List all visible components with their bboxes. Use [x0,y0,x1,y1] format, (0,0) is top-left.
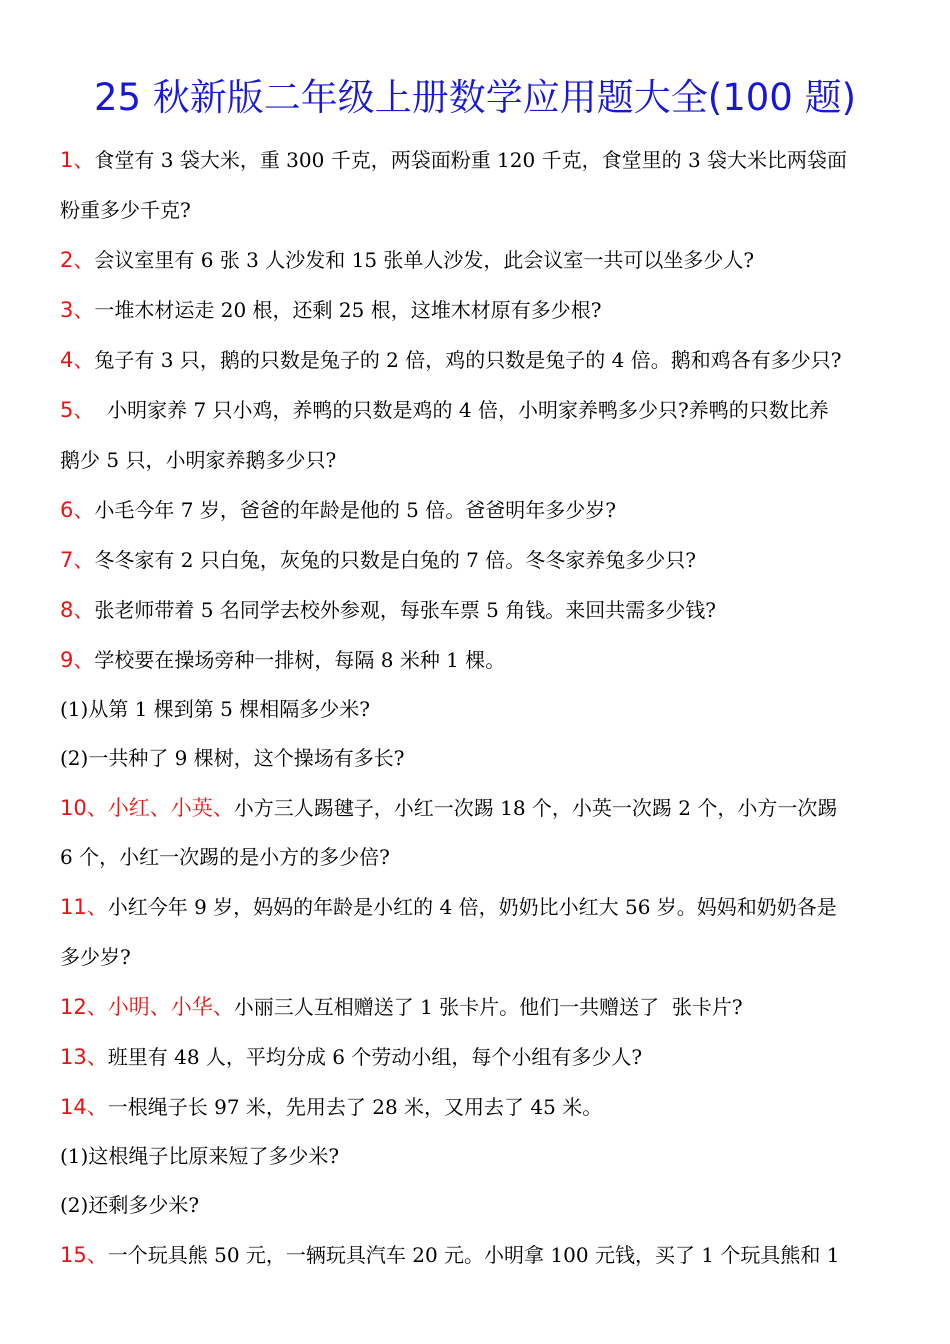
problem-text: 小红今年 9 岁，妈妈的年龄是小红的 4 倍，奶奶比小红大 56 岁。妈妈和奶奶各是 [107,895,837,919]
problem-subquestion: (1)这根绳子比原来短了多少米? [60,1144,340,1168]
problem-13-line-1 [60,1043,910,1071]
problem-text: 多少岁? [60,945,131,969]
problem-subquestion: (2)还剩多少米? [60,1193,200,1217]
problem-subquestion: (2)一共种了 9 棵树，这个操场有多长? [60,746,405,770]
problem-1-line-1 [60,146,910,174]
problem-9-line-1 [60,646,910,674]
problem-14-sub-2 [60,1191,910,1219]
problem-number: 8、 [60,598,95,622]
problem-text: 小丽三人互相赠送了 1 张卡片。他们一共赠送了 张卡片? [233,995,743,1019]
problem-number: 12、 [60,995,108,1019]
problem-number: 15、 [60,1243,108,1267]
problem-text: 学校要在操场旁种一排树，每隔 8 米种 1 棵。 [94,648,506,672]
problem-red-names: 小红、小英、 [107,796,234,820]
problem-text: 小明家养 7 只小鸡，养鸭的只数是鸡的 4 倍，小明家养鸭多少只?养鸭的只数比养 [94,398,829,422]
problem-number: 4、 [60,348,95,372]
problem-number: 14、 [60,1095,108,1119]
problem-text: 兔子有 3 只，鹅的只数是兔子的 2 倍，鸡的只数是兔子的 4 倍。鹅和鸡各有多少只? [94,348,842,372]
problem-9-sub-1 [60,695,910,723]
problem-number: 1、 [60,148,95,172]
problem-text: 一个玩具熊 50 元，一辆玩具汽车 20 元。小明拿 100 元钱，买了 1 个玩具熊和 1 [107,1243,840,1267]
problem-text: 张老师带着 5 名同学去校外参观，每张车票 5 角钱。来回共需多少钱? [94,598,716,622]
problem-text: 小毛今年 7 岁，爸爸的年龄是他的 5 倍。爸爸明年多少岁? [94,498,616,522]
problem-12-line-1 [60,993,910,1021]
problem-8-line-1 [60,596,910,624]
problem-number: 11、 [60,895,108,919]
problem-text: 粉重多少千克? [60,198,191,222]
problem-number: 7、 [60,548,95,572]
problem-7-line-1 [60,546,910,574]
problem-text: 鹅少 5 只，小明家养鹅多少只? [60,448,337,472]
problem-15-line-1 [60,1241,910,1269]
problem-subquestion: (1)从第 1 棵到第 5 棵相隔多少米? [60,697,370,721]
problem-11-line-2 [60,943,910,971]
problem-11-line-1 [60,893,910,921]
problem-text: 会议室里有 6 张 3 人沙发和 15 张单人沙发，此会议室一共可以坐多少人? [94,248,755,272]
problem-1-line-2 [60,196,910,224]
problem-text: 食堂有 3 袋大米，重 300 千克，两袋面粉重 120 千克，食堂里的 3 袋大米比两袋面 [94,148,848,172]
problem-number: 2、 [60,248,95,272]
problem-4-line-1 [60,346,910,374]
problem-text: 冬冬家有 2 只白兔，灰兔的只数是白兔的 7 倍。冬冬家养兔多少只? [94,548,696,572]
problem-number: 13、 [60,1045,108,1069]
problem-14-sub-1 [60,1142,910,1170]
problem-2-line-1 [60,246,910,274]
problem-number: 3、 [60,298,95,322]
problem-red-names: 小明、小华、 [107,995,234,1019]
problem-number: 6、 [60,498,95,522]
problem-9-sub-2 [60,744,910,772]
problem-number: 10、 [60,796,108,820]
problem-text: 6 个，小红一次踢的是小方的多少倍? [60,845,390,869]
problem-number: 9、 [60,648,95,672]
problem-5-line-1 [60,396,910,424]
problem-14-line-1 [60,1093,910,1121]
problem-6-line-1 [60,496,910,524]
problem-5-line-2 [60,446,910,474]
problem-text: 小方三人踢毽子，小红一次踢 18 个，小英一次踢 2 个，小方一次踢 [233,796,838,820]
problem-text: 一堆木材运走 20 根，还剩 25 根，这堆木材原有多少根? [94,298,602,322]
problem-text: 一根绳子长 97 米，先用去了 28 米，又用去了 45 米。 [107,1095,603,1119]
problem-10-line-2 [60,843,910,871]
problem-3-line-1 [60,296,910,324]
problem-number: 5、 [60,398,95,422]
problem-text: 班里有 48 人，平均分成 6 个劳动小组，每个小组有多少人? [107,1045,643,1069]
document-title: 25 秋新版二年级上册数学应用题大全(100 题) [93,76,857,119]
problem-10-line-1 [60,794,910,822]
